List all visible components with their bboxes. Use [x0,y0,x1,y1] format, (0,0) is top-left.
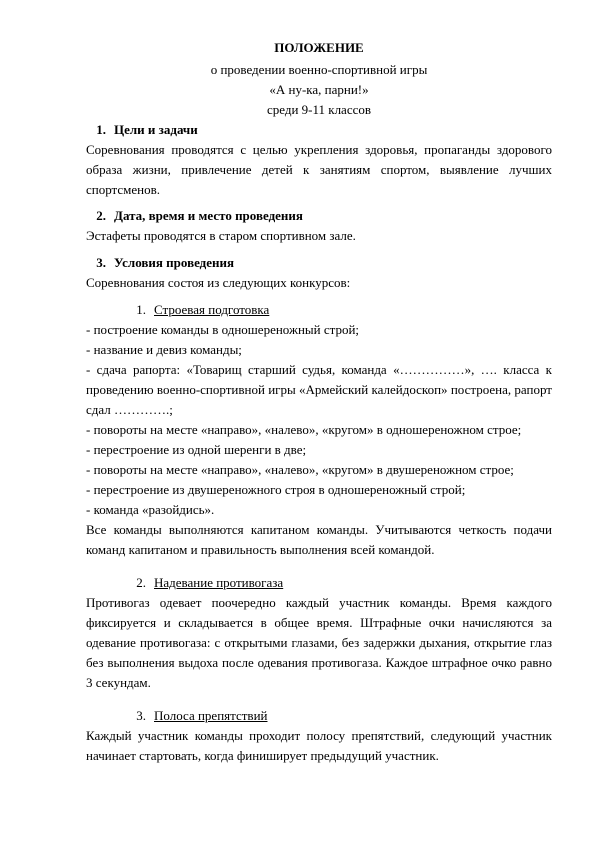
section-2-text: Эстафеты проводятся в старом спортивном зале. [86,228,356,243]
subtitle-line-3: среди 9-11 классов [266,102,372,117]
contest-1-title: Строевая подготовка [154,302,270,317]
contest-2-text: Противогаз одевает поочередно каждый участник команды. Время каждого фиксируется и складывается в общее время. Штрафные очки начисляются за одевание противогаза: с открытыми глазами, без задержки дыхания, открытие глаз без выполнения выдоха после одевания противогаза. Каждое штрафное очко равно 3 секундам. [86,595,552,690]
section-1-title: Цели и задачи [114,122,198,137]
section-3-text: Соревнования состоя из следующих конкурсов: [86,275,351,290]
section-1-heading [86,120,552,140]
section-2-number: 2. [96,208,106,223]
contest-2-title: Надевание противогаза [154,575,284,590]
contest-1-heading [86,300,552,320]
section-1-number: 1. [96,122,106,137]
section-3-number: 3. [96,255,106,270]
contest-3-heading [86,706,552,726]
contest-1-number: 1. [136,302,146,317]
list-item: - перестроение из двушереножного строя в одношереножный строй; [86,482,466,497]
contest-3-text: Каждый участник команды проходит полосу препятствий, следующий участник начинает стартовать, когда финиширует предыдущий участник. [86,728,552,763]
subtitle-line-1: о проведении военно-спортивной игры [210,62,428,77]
list-item: - сдача рапорта: «Товарищ старший судья, команда «……………», …. класса к проведению военно-спортивной игры «Армейский калейдоскоп» построена, рапорт сдал ………….; [86,362,552,417]
contest-2-number: 2. [136,575,146,590]
section-2-heading [86,206,552,226]
list-item: - команда «разойдись». [86,502,215,517]
list-item: - повороты на месте «направо», «налево», «кругом» в одношереножном строе; [86,422,522,437]
list-item: - построение команды в одношереножный строй; [86,322,360,337]
list-item: - название и девиз команды; [86,342,242,357]
contest-3-number: 3. [136,708,146,723]
subtitle-line-2: «А ну-ка, парни!» [269,82,369,97]
section-3-heading [86,253,552,273]
contest-2-heading [86,573,552,593]
list-item: - перестроение из одной шеренги в две; [86,442,307,457]
document-title: ПОЛОЖЕНИЕ [274,40,364,55]
section-1-text: Соревнования проводятся с целью укрепления здоровья, пропаганды здорового образа жизни, привлечение детей к занятиям спортом, выявление лучших спортсменов. [86,142,552,197]
contest-3-title: Полоса препятствий [154,708,268,723]
list-item: - повороты на месте «направо», «налево», «кругом» в двушереножном строе; [86,462,514,477]
contest-1-note: Все команды выполняются капитаном команды. Учитываются четкость подачи команд капитаном и правильность выполнения всей командой. [86,522,552,557]
section-2-title: Дата, время и место проведения [114,208,303,223]
section-3-title: Условия проведения [114,255,235,270]
